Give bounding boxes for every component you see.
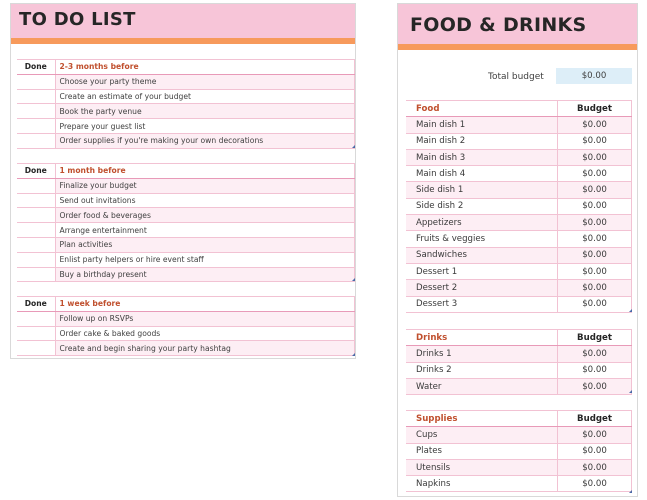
todo-task[interactable]: Choose your party theme [55,74,355,89]
done-column-header: Done [17,297,55,312]
todo-table-header [17,164,355,179]
category-heading: Supplies [406,411,558,427]
todo-task[interactable]: Arrange entertainment [55,223,355,238]
budget-amount[interactable]: $0.00 [558,296,632,312]
budget-amount[interactable]: $0.00 [558,280,632,296]
budget-amount[interactable]: $0.00 [558,247,632,263]
todo-table-header [17,297,355,312]
todo-title: TO DO LIST [19,9,136,30]
done-checkbox-cell[interactable] [17,341,55,356]
budget-row[interactable] [406,346,632,362]
todo-table-1-week [17,296,355,356]
budget-amount[interactable]: $0.00 [558,133,632,149]
budget-row[interactable] [406,149,632,165]
todo-row[interactable] [17,89,355,104]
todo-row[interactable] [17,119,355,134]
todo-task[interactable]: Finalize your budget [55,178,355,193]
budget-item[interactable]: Main dish 1 [406,117,558,133]
budget-item[interactable]: Main dish 2 [406,133,558,149]
todo-task[interactable]: Enlist party helpers or hire event staff [55,252,355,267]
budget-row[interactable] [406,427,632,443]
budget-column-header: Budget [558,330,632,346]
todo-task[interactable]: Plan activities [55,237,355,252]
done-column-header: Done [17,60,55,75]
budget-item[interactable]: Fruits & veggies [406,231,558,247]
budget-row[interactable] [406,133,632,149]
food-budget-table [406,100,632,313]
todo-row[interactable] [17,104,355,119]
done-checkbox-cell[interactable] [17,89,55,104]
drinks-budget-table [406,329,632,395]
budget-item[interactable]: Dessert 2 [406,280,558,296]
budget-row[interactable] [406,378,632,394]
budget-item[interactable]: Drinks 1 [406,346,558,362]
todo-task[interactable]: Order cake & baked goods [55,326,355,341]
budget-amount[interactable]: $0.00 [558,231,632,247]
table-resize-handle-icon[interactable] [629,309,632,312]
budget-column-header: Budget [558,411,632,427]
table-resize-handle-icon[interactable] [352,145,355,148]
total-budget-label: Total budget [488,72,544,82]
todo-list-panel [10,3,356,359]
budget-amount[interactable]: $0.00 [558,476,632,492]
done-checkbox-cell[interactable] [17,193,55,208]
todo-row[interactable] [17,223,355,238]
budget-item[interactable]: Side dish 1 [406,182,558,198]
todo-row[interactable] [17,341,355,356]
done-checkbox-cell[interactable] [17,223,55,238]
budget-item[interactable]: Side dish 2 [406,198,558,214]
budget-row[interactable] [406,263,632,279]
budget-item[interactable]: Water [406,378,558,394]
todo-task[interactable]: Create an estimate of your budget [55,89,355,104]
done-column-header: Done [17,164,55,179]
budget-row[interactable] [406,362,632,378]
table-resize-handle-icon[interactable] [629,490,632,493]
todo-table-header [17,60,355,75]
done-checkbox-cell[interactable] [17,178,55,193]
todo-task[interactable]: Buy a birthday present [55,267,355,282]
budget-item[interactable]: Dessert 3 [406,296,558,312]
todo-row[interactable] [17,267,355,282]
section-heading: 1 month before [55,164,355,179]
budget-row[interactable] [406,198,632,214]
budget-amount[interactable]: $0.00 [558,362,632,378]
todo-table-2-3-months [17,59,355,149]
food-accent-bar [398,44,637,50]
todo-task[interactable]: Book the party venue [55,104,355,119]
budget-amount[interactable]: $0.00 [558,427,632,443]
todo-row[interactable] [17,178,355,193]
budget-table-header [406,101,632,117]
budget-row[interactable] [406,459,632,475]
section-heading: 2-3 months before [55,60,355,75]
category-heading: Food [406,101,558,117]
total-budget-value[interactable]: $0.00 [556,68,632,84]
budget-column-header: Budget [558,101,632,117]
budget-amount[interactable]: $0.00 [558,117,632,133]
budget-amount[interactable]: $0.00 [558,182,632,198]
todo-accent-bar [11,38,355,44]
budget-item[interactable]: Napkins [406,476,558,492]
budget-item[interactable]: Plates [406,443,558,459]
category-heading: Drinks [406,330,558,346]
done-checkbox-cell[interactable] [17,133,55,148]
done-checkbox-cell[interactable] [17,311,55,326]
budget-row[interactable] [406,166,632,182]
budget-amount[interactable]: $0.00 [558,215,632,231]
todo-task[interactable]: Order supplies if you're making your own decorations [55,133,355,148]
budget-item[interactable]: Cups [406,427,558,443]
todo-row[interactable] [17,252,355,267]
done-checkbox-cell[interactable] [17,237,55,252]
done-checkbox-cell[interactable] [17,267,55,282]
budget-amount[interactable]: $0.00 [558,378,632,394]
table-resize-handle-icon[interactable] [629,390,632,393]
todo-task[interactable]: Prepare your guest list [55,119,355,134]
todo-task[interactable]: Create and begin sharing your party hashtag [55,341,355,356]
todo-table-1-month [17,163,355,282]
budget-item[interactable]: Dessert 1 [406,263,558,279]
budget-row[interactable] [406,182,632,198]
done-checkbox-cell[interactable] [17,104,55,119]
table-resize-handle-icon[interactable] [352,278,355,281]
todo-row[interactable] [17,326,355,341]
budget-amount[interactable]: $0.00 [558,263,632,279]
done-checkbox-cell[interactable] [17,326,55,341]
done-checkbox-cell[interactable] [17,119,55,134]
budget-item[interactable]: Drinks 2 [406,362,558,378]
budget-amount[interactable]: $0.00 [558,459,632,475]
supplies-budget-table [406,410,632,492]
budget-row[interactable] [406,443,632,459]
todo-task[interactable]: Order food & beverages [55,208,355,223]
budget-row[interactable] [406,280,632,296]
budget-row[interactable] [406,476,632,492]
budget-item[interactable]: Sandwiches [406,247,558,263]
food-title: FOOD & DRINKS [410,14,587,36]
todo-row[interactable] [17,208,355,223]
budget-amount[interactable]: $0.00 [558,166,632,182]
food-drinks-panel [397,3,638,497]
todo-title-bar [11,4,355,38]
section-heading: 1 week before [55,297,355,312]
budget-amount[interactable]: $0.00 [558,346,632,362]
budget-item[interactable]: Main dish 4 [406,166,558,182]
budget-item[interactable]: Main dish 3 [406,149,558,165]
done-checkbox-cell[interactable] [17,74,55,89]
todo-task[interactable]: Follow up on RSVPs [55,311,355,326]
done-checkbox-cell[interactable] [17,208,55,223]
todo-row[interactable] [17,133,355,148]
todo-row[interactable] [17,311,355,326]
budget-amount[interactable]: $0.00 [558,198,632,214]
budget-row[interactable] [406,247,632,263]
budget-amount[interactable]: $0.00 [558,149,632,165]
budget-row[interactable] [406,215,632,231]
todo-task[interactable]: Send out invitations [55,193,355,208]
budget-row[interactable] [406,117,632,133]
budget-amount[interactable]: $0.00 [558,443,632,459]
done-checkbox-cell[interactable] [17,252,55,267]
budget-item[interactable]: Appetizers [406,215,558,231]
budget-table-header [406,330,632,346]
food-title-bar [398,4,637,44]
budget-table-header [406,411,632,427]
todo-row[interactable] [17,74,355,89]
budget-row[interactable] [406,231,632,247]
todo-row[interactable] [17,237,355,252]
budget-item[interactable]: Utensils [406,459,558,475]
todo-row[interactable] [17,193,355,208]
table-resize-handle-icon[interactable] [352,353,355,356]
budget-row[interactable] [406,296,632,312]
